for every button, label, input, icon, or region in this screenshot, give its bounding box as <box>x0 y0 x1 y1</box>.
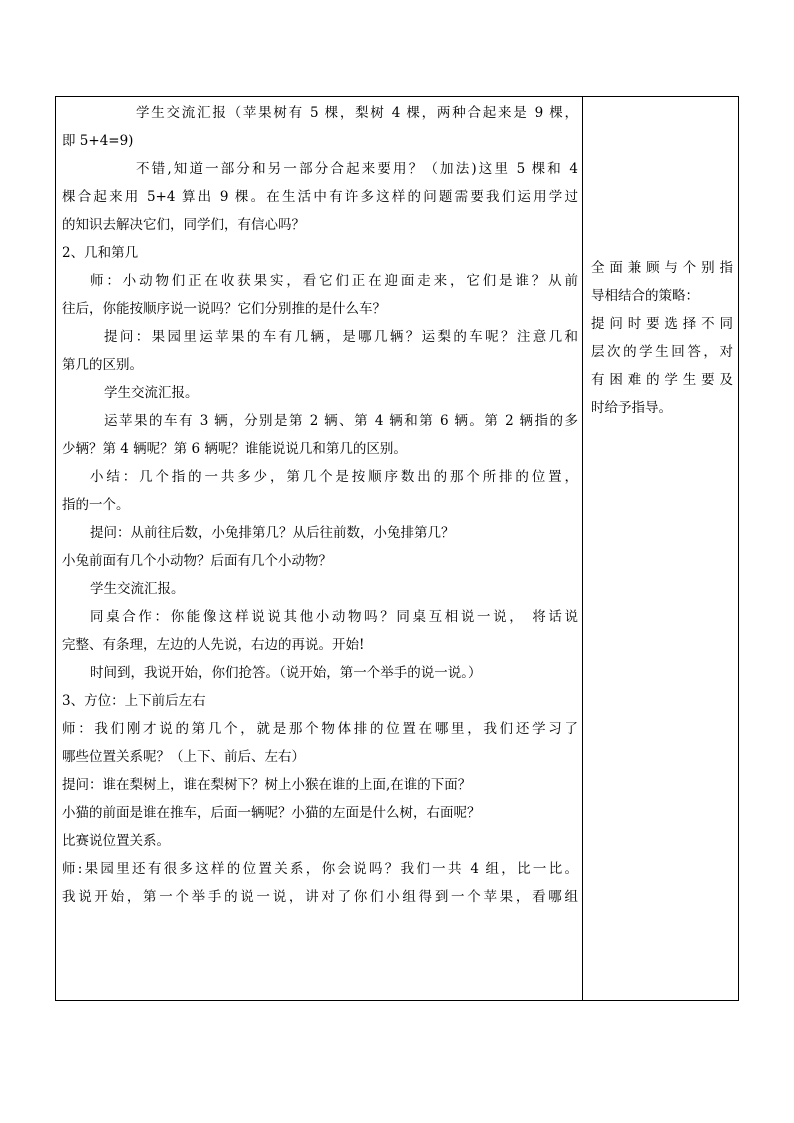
text-line: 学生交流汇报（苹果树有 5 棵，梨树 4 棵，两种合起来是 9 棵， <box>136 105 578 121</box>
text-line: 棵合起来用 5+4 算出 9 棵。在生活中有许多这样的问题需要我们运用学过 <box>62 189 578 205</box>
text-line: 小兔前面有几个小动物？后面有几个小动物？ <box>62 553 332 569</box>
text-line: 指的一个。 <box>62 497 130 513</box>
note-line: 提问时要选择不同 <box>591 316 733 332</box>
text-line: 小结：几个指的一共多少，第几个是按顺序数出的那个所排的位置， <box>90 469 578 485</box>
text-line: 即 5+4=9) <box>62 133 134 149</box>
note-line: 层次的学生回答，对 <box>591 344 733 360</box>
teaching-process-column <box>62 99 578 911</box>
text-line: 小猫的前面是谁在推车，后面一辆呢？小猫的左面是什么树，右面呢？ <box>62 805 481 821</box>
text-line: 第几的区别。 <box>62 357 143 373</box>
lesson-table <box>55 96 739 1001</box>
text-line: 哪些位置关系呢？（上下、前后、左右） <box>62 749 305 765</box>
note-line: 全面兼顾与个别指 <box>591 260 733 276</box>
text-line: 学生交流汇报。 <box>104 385 199 401</box>
note-line: 时给予指导。 <box>591 400 672 416</box>
design-notes-column <box>591 254 733 422</box>
text-line: 比赛说位置关系。 <box>62 833 170 849</box>
note-line: 导相结合的策略： <box>591 288 699 304</box>
column-divider <box>582 97 583 1000</box>
text-line: 3、方位：上下前后左右 <box>62 693 206 709</box>
text-line: 2、几和第几 <box>62 245 139 261</box>
text-line: 师：小动物们正在收获果实，看它们正在迎面走来，它们是谁？从前 <box>90 273 578 289</box>
text-line: 提问：谁在梨树上，谁在梨树下？树上小猴在谁的上面,在谁的下面？ <box>62 777 472 793</box>
text-line: 运苹果的车有 3 辆，分别是第 2 辆、第 4 辆和第 6 辆。第 2 辆指的多 <box>104 413 578 429</box>
text-line: 师：我们刚才说的第几个，就是那个物体排的位置在哪里，我们还学习了 <box>62 721 578 737</box>
text-line: 学生交流汇报。 <box>90 581 185 597</box>
text-line: 的知识去解决它们，同学们，有信心吗？ <box>62 217 305 233</box>
text-line: 提问：从前往后数，小兔排第几？从后往前数，小兔排第几？ <box>90 525 455 541</box>
text-line: 师:果园里还有很多这样的位置关系，你会说吗？我们一共 4 组，比一比。 <box>62 861 578 877</box>
text-line: 提问：果园里运苹果的车有几辆，是哪几辆？运梨的车呢？注意几和 <box>104 329 578 345</box>
text-line: 往后，你能按顺序说一说吗？它们分别推的是什么车？ <box>62 301 386 317</box>
text-line: 完整、有条理，左边的人先说，右边的再说。开始! <box>62 637 365 653</box>
text-line: 不错,知道一部分和另一部分合起来要用？（加法)这里 5 棵和 4 <box>136 161 578 177</box>
text-line: 我说开始，第一个举手的说一说，讲对了你们小组得到一个苹果，看哪组 <box>62 889 578 905</box>
text-line: 同桌合作：你能像这样说说其他小动物吗？同桌互相说一说， 将话说 <box>90 609 578 625</box>
note-line: 有困难的学生要及 <box>591 372 733 388</box>
text-line: 少辆？第 4 辆呢？第 6 辆呢？谁能说说几和第几的区别。 <box>62 441 407 457</box>
text-line: 时间到，我说开始，你们抢答。（说开始，第一个举手的说一说。） <box>90 665 482 681</box>
